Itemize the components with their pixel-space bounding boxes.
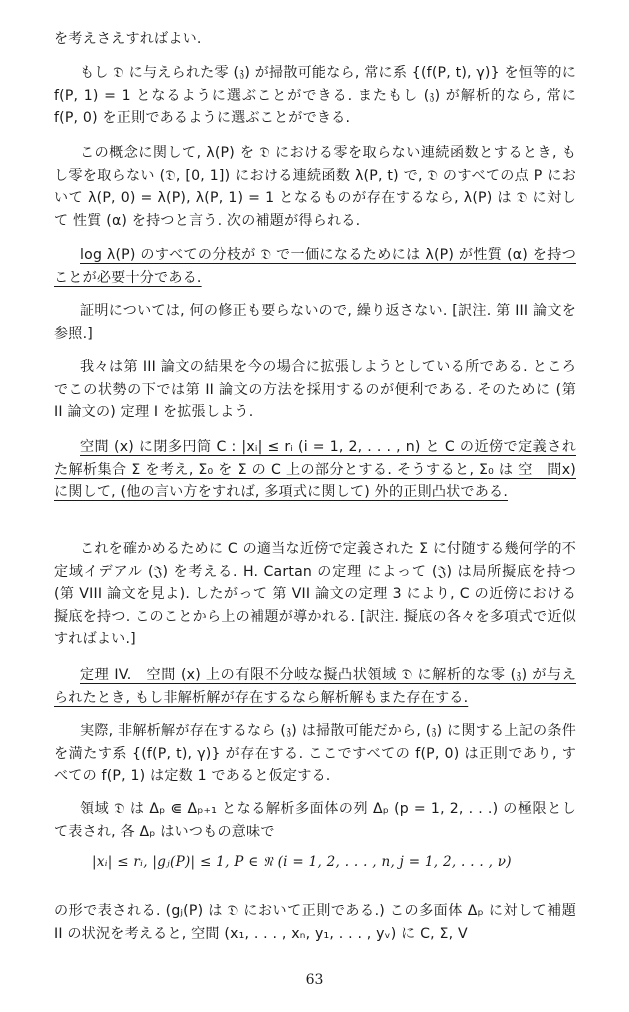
paragraph-extension: 我々は第 III 論文の結果を今の場合に拡張しようとしている所である. ところでこの状勢の下では第 II 論文の方法を採用するのが便利である. そのために (第 II 論文の) 定理 I を拡張しよう. [54, 359, 576, 421]
paragraph-sweepable: もし 𝔇 に与えられた零 (𝔷) が掃散可能なら, 常に系 {(f(P, t), γ)} を恒等的に f(P, 1) = 1 となるように選ぶことができる. またもし (𝔷) が解析的なら, 常に f(P, 0) を正則であるように選ぶことができる. [54, 65, 576, 127]
paragraph-lemma-ii-application: の形で表される. (gⱼ(P) は 𝔇 において正則である.) この多面体 Δₚ に対して補題 II の状況を考えると, 空間 (x₁, . . . , xₙ, y₁, . . . , yᵥ) に C, Σ, V [54, 903, 576, 942]
theorem-iv-statement: 定理 IV. 空間 (x) 上の有限不分岐な擬凸状領域 𝔇 に解析的な零 (𝔷) が与えられたとき, もし非解析解が存在するなら解析解もまた存在する. [54, 667, 576, 706]
paragraph-intro-tail: を考えさえすればよい. [54, 31, 202, 47]
display-formula: |xᵢ| ≤ rᵢ, |gⱼ(P)| ≤ 1, P ∈ 𝔑 (i = 1, 2, . . . , n, j = 1, 2, . . . , ν) [92, 854, 512, 870]
paragraph-polyhedron: 領域 𝔇 は Δₚ ⋐ Δₚ₊₁ となる解析多面体の列 Δₚ (p = 1, 2, . . .) の極限として表され, 各 Δₚ はいつもの意味で [54, 801, 576, 840]
page-number: 63 [305, 972, 324, 988]
paragraph-cartan: これを確かめるために C の適当な近傍で定義された Σ に付随する幾何学的不定域イデアル (𝔍) を考える. H. Cartan の定理 によって (𝔍) は局所擬底を持つ (第 VIII 論文を見よ). したがって 第 VII 論文の定理 3 により, C の近傍における擬底を持つ. このことから上の補題が導かれる. [訳注. 擬底の各々を多項式で近似すればよい.] [54, 541, 576, 648]
paragraph-proof-start: 実際, 非解析解が存在するなら (𝔷) は掃散可能だから, (𝔷) に関する上記の条件を満たす系 {(f(P, t), γ)} が存在する. ここですべての f(P, 0) は正則であり, すべての f(P, 1) は定数 1 であると仮定する. [54, 723, 576, 785]
paragraph-proof-note: 証明については, 何の修正も要らないので, 繰り返さない. [訳注. 第 III 論文を参照.] [54, 303, 576, 342]
lemma-ii-statement: 空間 (x) に閉多円筒 C : |xᵢ| ≤ rᵢ (i = 1, 2, . . . , n) と C の近傍で定義された解析集合 Σ を考え, Σ₀ を Σ の C 上の部分とする. そうすると, Σ₀ は 空 間x) に関して, (他の言い方をすれば, 多項式に関して) 外的正則凸状である. [54, 439, 576, 501]
paragraph-property-alpha: この概念に関して, λ(P) を 𝔇 における零を取らない連続函数とするとき, もし零を取らない (𝔇, [0, 1]) における連続函数 λ(P, t) で, 𝔇 のすべての点 P において λ(P, 0) = λ(P), λ(P, 1) = 1 となるものが存在するなら, λ(P) は 𝔇 に対して 性質 (α) を持つと言う. 次の補題が得られる. [54, 145, 576, 229]
lemma-statement: log λ(P) のすべての分枝が 𝔇 で一価になるためには λ(P) が性質 (α) を持つことが必要十分である. [54, 247, 576, 286]
